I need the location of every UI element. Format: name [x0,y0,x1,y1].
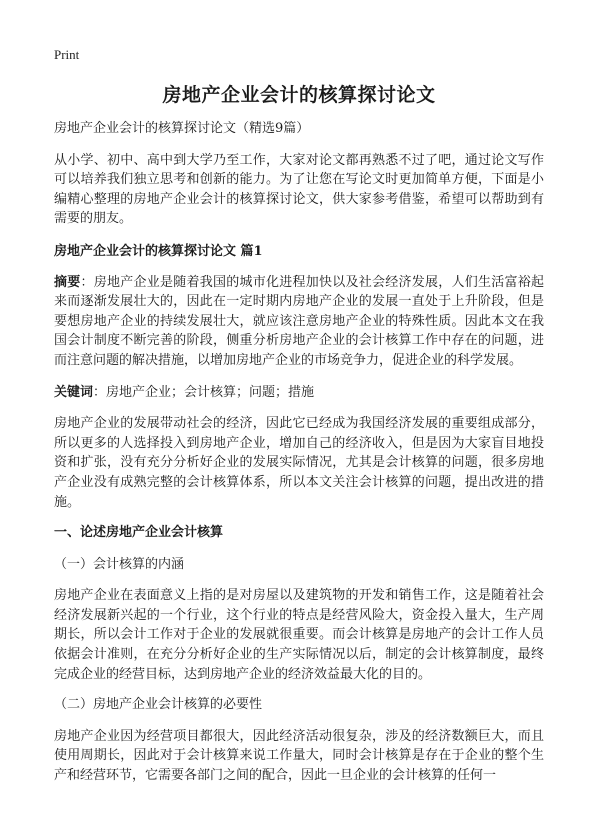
section-heading: 房地产企业会计的核算探讨论文 篇1 [54,243,263,259]
body-paragraph: 房地产企业在表面意义上指的是对房屋以及建筑物的开发和销售工作，这是随着社会经济发展新兴起的一个行业，这个行业的特点是经营风险大，资金投入量大，生产周期长，所以会计工作对于企业的发展就很重要。而会计核算是房地产的会计工作人员依据会计准则，在充分分析好企业的生产实际情况以后，制定的会计核算制度，最终完成企业的经营目标，达到房地产企业的经济效益最大化的目的。 [54,588,544,682]
subsection-heading: （一）会计核算的内涵 [54,556,185,572]
keywords-label: 关键词 [54,384,94,400]
page-title: 房地产企业会计的核算探讨论文 [162,84,436,106]
article-subtitle: 房地产企业会计的核算探讨论文（精选9篇） [54,121,310,136]
article-body [54,119,544,797]
body-paragraph: 房地产企业因为经营项目都很大，因此经济活动很复杂，涉及的经济数额巨大，而且使用周期长，因此对于会计核算来说工作量大，同时会计核算是存在于企业的整个生产和经营环节，它需要各部门之间的配合，因此一旦企业的会计核算的任何一 [54,728,544,784]
print-link[interactable]: Print [54,47,80,62]
keywords-paragraph [54,383,544,403]
part-heading: 一、论述房地产企业会计核算 [54,525,224,541]
abstract-paragraph [54,273,544,371]
abstract-label: 摘要 [54,274,81,290]
body-paragraph: 房地产企业的发展带动社会的经济，因此它已经成为我国经济发展的重要组成部分，所以更多的人选择投入到房地产企业，增加自己的经济收入，但是因为大家盲目地投资和扩张，没有充分分析好企业的发展实际情况，尤其是会计核算的问题，很多房地产企业没有成熟完整的会计核算体系，所以本文关注会计核算的问题，提出改进的措施。 [54,416,544,510]
intro-paragraph: 从小学、初中、高中到大学乃至工作，大家对论文都再熟悉不过了吧，通过论文写作可以培养我们独立思考和创新的能力。为了让您在写论文时更加简单方便，下面是小编精心整理的房地产企业会计的核算探讨论文，供大家参考借鉴，希望可以帮助到有需要的朋友。 [54,152,544,227]
abstract-text: ：房地产企业是随着我国的城市化进程加快以及社会经济发展，人们生活富裕起来而逐渐发展壮大的，因此在一定时期内房地产企业的发展一直处于上升阶段，但是要想房地产企业的持续发展壮大，就应该注意房地产企业的特殊性质。因此本文在我国会计制度不断完善的阶段，侧重分析房地产企业的会计核算工作中存在的问题，进而注意问题的解决措施，以增加房地产企业的市场竞争力，促进企业的科学发展。 [54,274,544,368]
keywords-text: ：房地产企业；会计核算；问题；措施 [93,384,315,400]
subsection-heading: （二）房地产企业会计核算的必要性 [54,697,263,713]
